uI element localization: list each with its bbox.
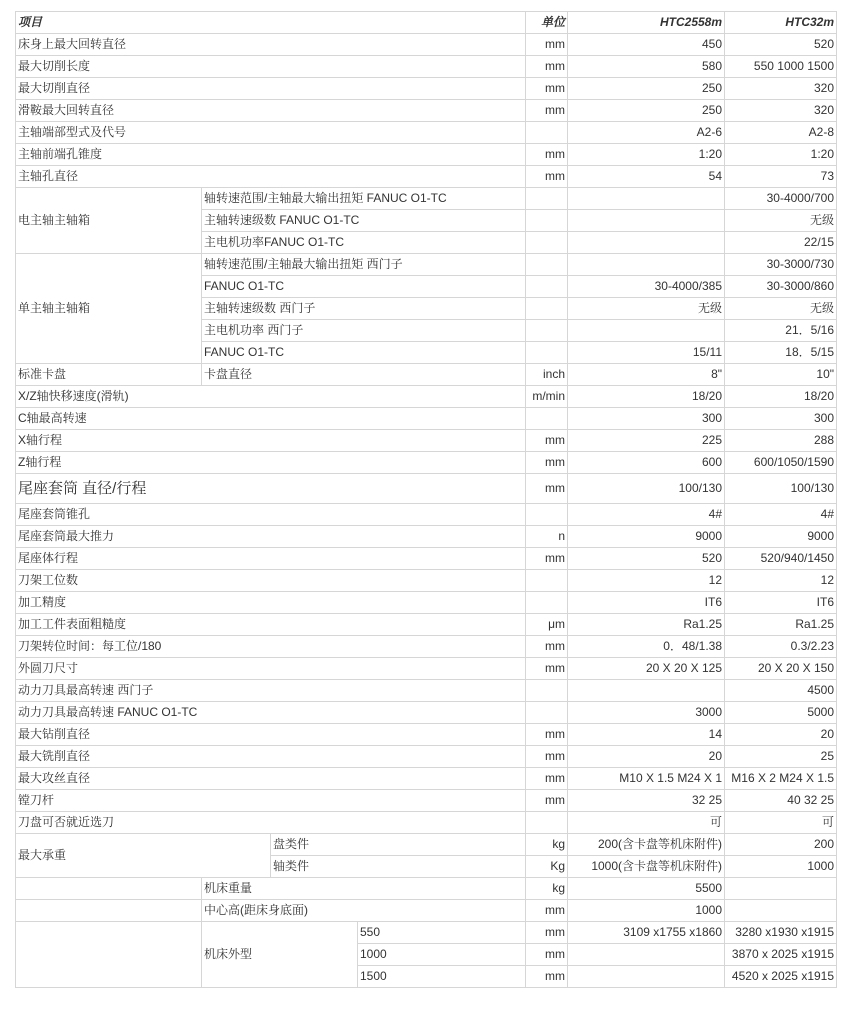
htc32m-value: 1000 [725, 856, 837, 878]
spec-label: Z轴行程 [16, 452, 526, 474]
htc32m-value: 18．5/15 [725, 342, 837, 364]
header-model-htc32m: HTC32m [725, 12, 837, 34]
htc2558m-value: 200(含卡盘等机床附件) [568, 834, 725, 856]
unit-cell: mm [526, 922, 568, 944]
unit-cell: mm [526, 78, 568, 100]
unit-cell: mm [526, 658, 568, 680]
spec-row [16, 680, 837, 702]
htc2558m-value: 0．48/1.38 [568, 636, 725, 658]
unit-cell: mm [526, 100, 568, 122]
unit-cell [526, 342, 568, 364]
htc2558m-value: 250 [568, 78, 725, 100]
htc32m-value: 320 [725, 100, 837, 122]
unit-cell: mm [526, 474, 568, 504]
length-option: 1000 [358, 944, 526, 966]
unit-cell: kg [526, 878, 568, 900]
htc2558m-value: 14 [568, 724, 725, 746]
htc32m-value: 300 [725, 408, 837, 430]
spec-row [16, 768, 837, 790]
spec-row [16, 386, 837, 408]
spec-label: 加工工件表面粗糙度 [16, 614, 526, 636]
spec-label: 最大钻削直径 [16, 724, 526, 746]
header-row [16, 12, 837, 34]
htc2558m-value: 100/130 [568, 474, 725, 504]
machine-weight-label: 机床重量 [202, 878, 526, 900]
spec-label: X/Z轴快移速度(滑轨) [16, 386, 526, 408]
spec-row [16, 100, 837, 122]
htc32m-value: 无级 [725, 298, 837, 320]
spec-row [16, 504, 837, 526]
htc2558m-value: 300 [568, 408, 725, 430]
htc32m-value: M16 X 2 M24 X 1.5 [725, 768, 837, 790]
spec-label: 尾座套筒最大推力 [16, 526, 526, 548]
htc32m-value: 4500 [725, 680, 837, 702]
htc2558m-value [568, 320, 725, 342]
htc32m-value: 0.3/2.23 [725, 636, 837, 658]
htc2558m-value [568, 254, 725, 276]
htc2558m-value: 1:20 [568, 144, 725, 166]
spec-row [16, 166, 837, 188]
unit-cell: mm [526, 636, 568, 658]
htc2558m-value [568, 188, 725, 210]
blank-cell [16, 900, 202, 922]
unit-cell: mm [526, 56, 568, 78]
htc32m-value: 30-3000/860 [725, 276, 837, 298]
spec-row [16, 724, 837, 746]
single-spindle-row [16, 254, 837, 276]
htc32m-value [725, 878, 837, 900]
htc32m-value: 5000 [725, 702, 837, 724]
htc2558m-value: 20 [568, 746, 725, 768]
unit-cell: mm [526, 966, 568, 988]
unit-cell: mm [526, 900, 568, 922]
htc32m-value: 73 [725, 166, 837, 188]
htc32m-value: 4# [725, 504, 837, 526]
htc32m-value: 20 X 20 X 150 [725, 658, 837, 680]
htc2558m-value: 可 [568, 812, 725, 834]
spec-label: 床身上最大回转直径 [16, 34, 526, 56]
center-height-label: 中心高(距床身底面) [202, 900, 526, 922]
spec-label: 最大切削直径 [16, 78, 526, 100]
spec-label: 刀架工位数 [16, 570, 526, 592]
htc2558m-value: 520 [568, 548, 725, 570]
htc2558m-value [568, 944, 725, 966]
spec-label: 最大铣削直径 [16, 746, 526, 768]
htc32m-value: Ra1.25 [725, 614, 837, 636]
unit-cell: mm [526, 548, 568, 570]
sub-label: 轴类件 [271, 856, 526, 878]
unit-cell [526, 570, 568, 592]
unit-cell: mm [526, 944, 568, 966]
htc2558m-value: 无级 [568, 298, 725, 320]
spec-label: C轴最高转速 [16, 408, 526, 430]
htc2558m-value: 15/11 [568, 342, 725, 364]
unit-cell [526, 210, 568, 232]
unit-cell [526, 254, 568, 276]
spec-label: 动力刀具最高转速 西门子 [16, 680, 526, 702]
unit-cell: mm [526, 746, 568, 768]
spec-row [16, 790, 837, 812]
htc32m-value: IT6 [725, 592, 837, 614]
htc2558m-value: IT6 [568, 592, 725, 614]
spec-row [16, 592, 837, 614]
htc32m-value: 21．5/16 [725, 320, 837, 342]
spec-label: 主轴端部型式及代号 [16, 122, 526, 144]
sub-label: 轴转速范围/主轴最大输出扭矩 西门子 [202, 254, 526, 276]
unit-cell: kg [526, 834, 568, 856]
htc2558m-value [568, 210, 725, 232]
htc32m-value: 12 [725, 570, 837, 592]
htc2558m-value [568, 966, 725, 988]
htc32m-value: 4520 x 2025 x1915 [725, 966, 837, 988]
htc32m-value: 550 1000 1500 [725, 56, 837, 78]
spec-row [16, 122, 837, 144]
htc2558m-value: 54 [568, 166, 725, 188]
header-unit: 单位 [526, 12, 568, 34]
sub-label: 主轴转速级数 西门子 [202, 298, 526, 320]
spec-label: 尾座套筒锥孔 [16, 504, 526, 526]
htc2558m-value: 4# [568, 504, 725, 526]
htc2558m-value: M10 X 1.5 M24 X 1 [568, 768, 725, 790]
unit-cell: n [526, 526, 568, 548]
htc2558m-value: 600 [568, 452, 725, 474]
unit-cell: μm [526, 614, 568, 636]
htc32m-value: 22/15 [725, 232, 837, 254]
sub-label: 主电机功率 西门子 [202, 320, 526, 342]
sub-label: 主轴转速级数 FANUC O1-TC [202, 210, 526, 232]
htc32m-value [725, 900, 837, 922]
spec-row [16, 636, 837, 658]
unit-cell [526, 680, 568, 702]
spec-row [16, 408, 837, 430]
htc32m-value: 3870 x 2025 x1915 [725, 944, 837, 966]
htc32m-value: 10" [725, 364, 837, 386]
spec-row [16, 56, 837, 78]
htc2558m-value: 225 [568, 430, 725, 452]
htc2558m-value: Ra1.25 [568, 614, 725, 636]
spec-row [16, 746, 837, 768]
htc2558m-value: 580 [568, 56, 725, 78]
spec-label: 镗刀杆 [16, 790, 526, 812]
htc2558m-value: 32 25 [568, 790, 725, 812]
sub-label: 盘类件 [271, 834, 526, 856]
spec-row [16, 452, 837, 474]
unit-cell [526, 232, 568, 254]
unit-cell: mm [526, 144, 568, 166]
spec-label: 最大攻丝直径 [16, 768, 526, 790]
unit-cell [526, 188, 568, 210]
unit-cell [526, 812, 568, 834]
unit-cell [526, 702, 568, 724]
htc32m-value: 288 [725, 430, 837, 452]
spec-label: 动力刀具最高转速 FANUC O1-TC [16, 702, 526, 724]
htc32m-value: 100/130 [725, 474, 837, 504]
chuck-sub-label: 卡盘直径 [202, 364, 526, 386]
unit-cell: mm [526, 724, 568, 746]
spec-table [15, 11, 837, 988]
sub-label: 轴转速范围/主轴最大输出扭矩 FANUC O1-TC [202, 188, 526, 210]
htc32m-value: 600/1050/1590 [725, 452, 837, 474]
htc2558m-value: 3000 [568, 702, 725, 724]
dimensions-row [16, 922, 837, 944]
spec-label: X轴行程 [16, 430, 526, 452]
unit-cell [526, 408, 568, 430]
unit-cell [526, 320, 568, 342]
unit-cell: mm [526, 34, 568, 56]
spec-label: 主轴前端孔锥度 [16, 144, 526, 166]
htc2558m-value: 18/20 [568, 386, 725, 408]
htc32m-value: 40 32 25 [725, 790, 837, 812]
unit-cell [526, 122, 568, 144]
unit-cell: Kg [526, 856, 568, 878]
htc32m-value: 1:20 [725, 144, 837, 166]
chuck-label: 标准卡盘 [16, 364, 202, 386]
sub-label: 主电机功率FANUC O1-TC [202, 232, 526, 254]
htc32m-value: 520/940/1450 [725, 548, 837, 570]
htc32m-value: 25 [725, 746, 837, 768]
spec-label: 刀盘可否就近选刀 [16, 812, 526, 834]
htc32m-value: 无级 [725, 210, 837, 232]
htc2558m-value: 250 [568, 100, 725, 122]
htc32m-value: 320 [725, 78, 837, 100]
blank-cell [16, 922, 202, 988]
spec-label: 外圆刀尺寸 [16, 658, 526, 680]
htc2558m-value: 9000 [568, 526, 725, 548]
htc32m-value: 3280 x1930 x1915 [725, 922, 837, 944]
sub-label: FANUC O1-TC [202, 276, 526, 298]
center-height-row [16, 900, 837, 922]
spec-row [16, 702, 837, 724]
spec-row [16, 474, 837, 504]
spec-row [16, 144, 837, 166]
unit-cell: inch [526, 364, 568, 386]
electric-spindle-row [16, 188, 837, 210]
sub-label: FANUC O1-TC [202, 342, 526, 364]
htc32m-value: 可 [725, 812, 837, 834]
htc2558m-value: 450 [568, 34, 725, 56]
max-load-label: 最大承重 [16, 834, 271, 878]
htc2558m-value: 30-4000/385 [568, 276, 725, 298]
htc32m-value: 30-4000/700 [725, 188, 837, 210]
spec-row [16, 34, 837, 56]
htc2558m-value: 1000(含卡盘等机床附件) [568, 856, 725, 878]
htc2558m-value [568, 232, 725, 254]
spec-label: 滑鞍最大回转直径 [16, 100, 526, 122]
spec-label: 刀架转位时间：每工位/180 [16, 636, 526, 658]
htc32m-value: A2-8 [725, 122, 837, 144]
single-spindle-label: 单主轴主轴箱 [16, 254, 202, 364]
unit-cell: mm [526, 452, 568, 474]
spec-row [16, 812, 837, 834]
max-load-row [16, 834, 837, 856]
htc2558m-value: 5500 [568, 878, 725, 900]
spec-row [16, 658, 837, 680]
unit-cell [526, 298, 568, 320]
spec-row [16, 430, 837, 452]
unit-cell [526, 276, 568, 298]
htc2558m-value: 20 X 20 X 125 [568, 658, 725, 680]
unit-cell: mm [526, 790, 568, 812]
spec-label: 最大切削长度 [16, 56, 526, 78]
spec-row [16, 570, 837, 592]
blank-cell [16, 878, 202, 900]
htc2558m-value: 1000 [568, 900, 725, 922]
spec-row [16, 526, 837, 548]
htc32m-value: 200 [725, 834, 837, 856]
header-item: 项目 [16, 12, 526, 34]
htc32m-value: 20 [725, 724, 837, 746]
unit-cell: mm [526, 430, 568, 452]
machine-weight-row [16, 878, 837, 900]
spec-row [16, 548, 837, 570]
htc32m-value: 9000 [725, 526, 837, 548]
header-model-htc2558m: HTC2558m [568, 12, 725, 34]
length-option: 1500 [358, 966, 526, 988]
htc2558m-value: A2-6 [568, 122, 725, 144]
spec-label: 尾座体行程 [16, 548, 526, 570]
unit-cell: m/min [526, 386, 568, 408]
htc2558m-value: 3109 x1755 x1860 [568, 922, 725, 944]
length-option: 550 [358, 922, 526, 944]
spec-row [16, 78, 837, 100]
unit-cell [526, 504, 568, 526]
htc32m-value: 30-3000/730 [725, 254, 837, 276]
htc2558m-value: 8" [568, 364, 725, 386]
spec-row [16, 614, 837, 636]
htc2558m-value [568, 680, 725, 702]
unit-cell: mm [526, 768, 568, 790]
spec-label: 主轴孔直径 [16, 166, 526, 188]
htc2558m-value: 12 [568, 570, 725, 592]
spec-label: 加工精度 [16, 592, 526, 614]
chuck-row [16, 364, 837, 386]
unit-cell: mm [526, 166, 568, 188]
htc32m-value: 18/20 [725, 386, 837, 408]
electric-spindle-label: 电主轴主轴箱 [16, 188, 202, 254]
spec-label: 尾座套筒 直径/行程 [16, 474, 526, 504]
htc32m-value: 520 [725, 34, 837, 56]
unit-cell [526, 592, 568, 614]
dimensions-label: 机床外型 [202, 922, 358, 988]
